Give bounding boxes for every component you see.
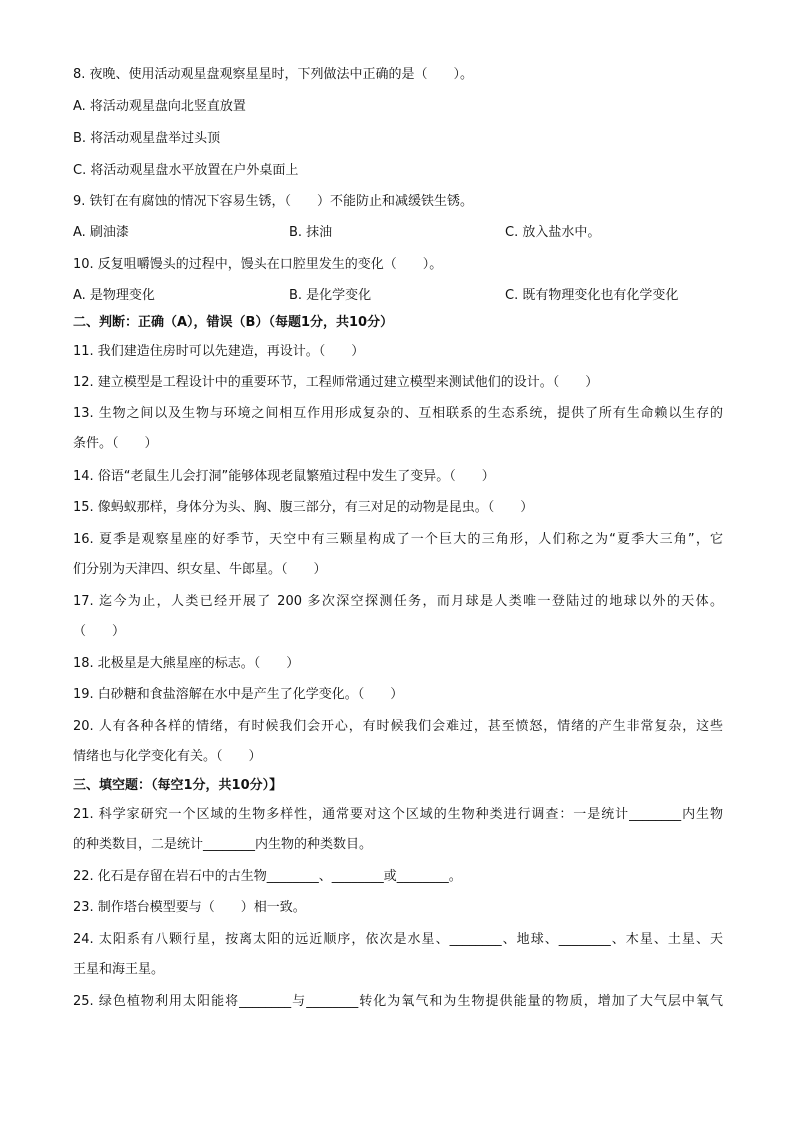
section-3-heading: 三、填空题：（每空1分，共10分）】 [73,778,283,793]
question-9-option-a: A. 刷油漆 [73,225,129,240]
question-25-line-1: 25. 绿色植物利用太阳能将________与________转化为氧气和为生物提供能量的物质，增加了大气层中氧气 [73,994,723,1009]
question-23: 23. 制作塔台模型要与（ ）相一致。 [73,900,306,915]
question-12: 12. 建立模型是工程设计中的重要环节，工程师常通过建立模型来测试他们的设计。（ ） [73,375,599,390]
question-15: 15. 像蚂蚁那样，身体分为头、胸、腹三部分，有三对足的动物是昆虫。（ ） [73,500,534,515]
question-14: 14. 俗语“老鼠生儿会打洞”能够体现老鼠繁殖过程中发生了变异。（ ） [73,469,495,484]
question-18: 18. 北极星是大熊星座的标志。（ ） [73,656,300,671]
question-17-line-1: 17. 迄今为止，人类已经开展了 200 多次深空探测任务，而月球是人类唯一登陆过的地球以外的天体。 [73,594,723,609]
question-20-line-2: 情绪也与化学变化有关。（ ） [73,749,262,764]
question-9-option-c: C. 放入盐水中。 [505,225,601,240]
question-21-line-1: 21. 科学家研究一个区域的生物多样性，通常要对这个区域的生物种类进行调查：一是统计________内生物 [73,807,723,822]
question-9-stem: 9. 铁钉在有腐蚀的情况下容易生锈，（ ）不能防止和减缓铁生锈。 [73,194,474,209]
question-21-line-2: 的种类数目，二是统计________内生物的种类数目。 [73,837,373,852]
section-2-heading: 二、判断：正确（A），错误（B）（每题1分，共10分） [73,315,394,330]
question-10-options [73,287,723,305]
question-10-option-c: C. 既有物理变化也有化学变化 [505,288,679,303]
question-10-option-a: A. 是物理变化 [73,288,155,303]
question-16-line-2: 们分别为天津四、织女星、牛郎星。（ ） [73,562,327,577]
question-13-line-2: 条件。（ ） [73,436,158,451]
question-9-options [73,224,723,242]
question-19: 19. 白砂糖和食盐溶解在水中是产生了化学变化。（ ） [73,687,404,702]
question-24-line-2: 王星和海王星。 [73,962,165,977]
question-10-stem: 10. 反复咀嚼馒头的过程中，馒头在口腔里发生的变化（ ）。 [73,257,443,272]
question-10-option-b: B. 是化学变化 [289,288,372,303]
question-13-line-1: 13. 生物之间以及生物与环境之间相互作用形成复杂的、互相联系的生态系统，提供了所有生命赖以生存的 [73,406,723,421]
question-17-line-2: （ ） [73,624,126,639]
question-16-line-1: 16. 夏季是观察星座的好季节，天空中有三颗星构成了一个巨大的三角形，人们称之为“夏季大三角”，它 [73,532,723,547]
question-8-option-c: C. 将活动观星盘水平放置在户外桌面上 [73,163,299,178]
question-8-option-a: A. 将活动观星盘向北竖直放置 [73,99,246,114]
question-11: 11. 我们建造住房时可以先建造，再设计。（ ） [73,344,365,359]
question-20-line-1: 20. 人有各种各样的情绪，有时候我们会开心，有时候我们会难过，甚至愤怒，情绪的产生非常复杂，这些 [73,719,723,734]
question-24-line-1: 24. 太阳系有八颗行星，按离太阳的远近顺序，依次是水星、________、地球、________、木星、土星、天 [73,932,723,947]
question-8-stem: 8. 夜晚、使用活动观星盘观察星星时，下列做法中正确的是（ ）。 [73,67,474,82]
question-8-option-b: B. 将活动观星盘举过头顶 [73,131,221,146]
question-22: 22. 化石是存留在岩石中的古生物________、________或________。 [73,869,462,884]
question-9-option-b: B. 抹油 [289,225,333,240]
